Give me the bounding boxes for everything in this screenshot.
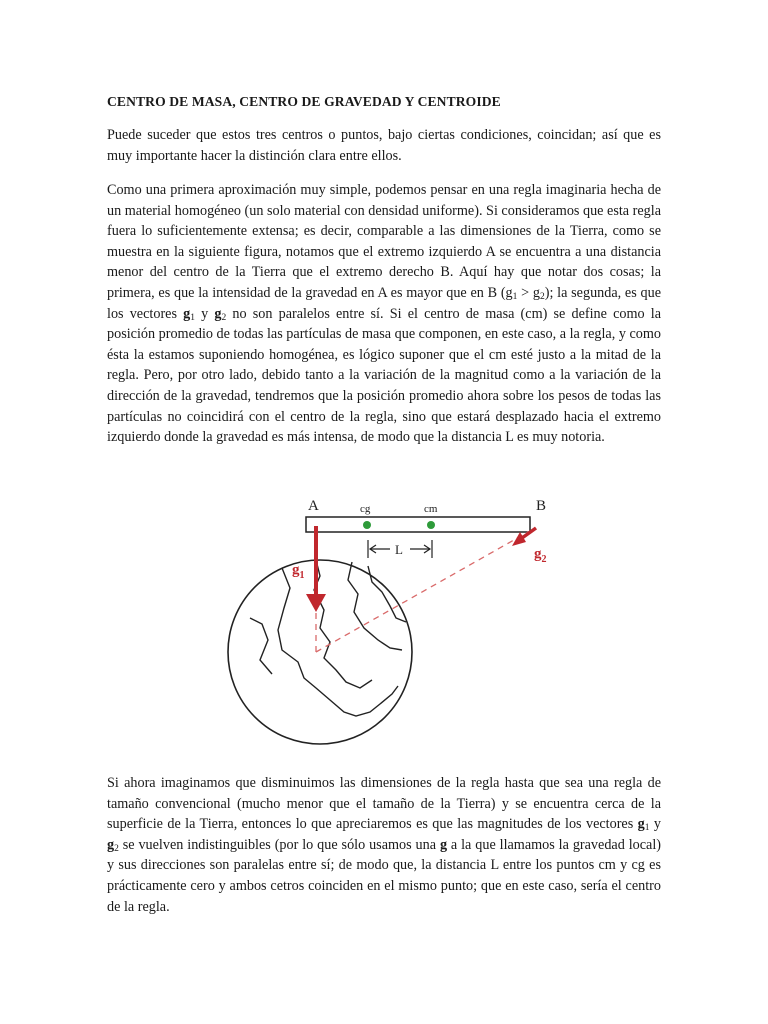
label-g2-letter: g	[534, 546, 542, 562]
label-cm: cm	[424, 503, 438, 515]
subscript: 2	[221, 312, 227, 323]
subscript: 1	[644, 823, 650, 834]
text-run: a la que llamamos la gravedad local) y sus direcciones son paralelas entre sí; de modo que, la distancia L entre los puntos cm y cg es prácticamente cero y ambos cetros coinciden en el mismo punto; que en este caso, sería el centro de la regla.	[107, 836, 662, 915]
paragraph-intro	[107, 125, 661, 166]
label-b: B	[536, 498, 547, 514]
label-l: L	[395, 542, 403, 557]
subscript: 2	[540, 291, 545, 302]
earth-ruler-figure	[220, 490, 560, 770]
subscript: 2	[114, 843, 119, 854]
paragraph-explanation	[107, 180, 661, 448]
ruler	[306, 517, 530, 532]
earth-circle	[228, 560, 412, 744]
continent-outline	[314, 560, 372, 688]
bold-symbol: g	[183, 305, 191, 322]
continent-outline	[250, 618, 272, 674]
text-run: ); la segunda, es que los vectores	[107, 284, 661, 322]
subscript: 1	[512, 291, 518, 302]
label-g1	[292, 562, 305, 581]
cm-point	[427, 521, 435, 529]
label-g1-sub: 1	[299, 570, 305, 581]
label-cg: cg	[360, 503, 371, 515]
paragraph-conclusion	[107, 773, 661, 917]
text-run: no son paralelos entre sí. Si el centro de masa (cm) se define como la posición promedio de todas las partículas de masa que componen, en este caso, a la regla, y como ésta la estamos suponiendo homogénea, es lógico suponer que el cm esté justo a la mitad de la regla. Pero, por otro lado, debido tanto a la variación de la magnitud como a la variación de la dirección de la gravedad, tendremos que la posición promedio ahora sobre los pesos de todas las partículas no coincidirá con el centro de la regla, sino que estará desplazado hacia el extremo izquierdo donde la gravedad es más intensa, de modo que la distancia L es muy notoria.	[107, 305, 662, 446]
continent-outline	[348, 562, 402, 650]
document-title: CENTRO DE MASA, CENTRO DE GRAVEDAD Y CENTROIDE	[107, 94, 501, 109]
bold-symbol: g	[214, 305, 222, 322]
figure-svg	[220, 490, 560, 770]
text-run: se vuelven indistinguibles (por lo que sólo usamos una	[118, 836, 440, 853]
text-run: Si ahora imaginamos que disminuimos las dimensiones de la regla hasta que sea una regla de tamaño convencional (mucho menor que el tamaño de la Tierra) y se encuentra cerca de la superficie de la Tierra, entonces lo que apreciaremos es que las magnitudes de los vectores	[107, 775, 661, 833]
g2-arrowhead	[512, 532, 526, 546]
dashed-line-b	[316, 532, 528, 652]
subscript: 1	[190, 312, 195, 323]
cg-point	[363, 521, 371, 529]
bold-symbol: g	[439, 836, 448, 853]
text-run: y	[195, 305, 215, 322]
label-g1-letter: g	[292, 562, 300, 578]
label-g2-sub: 2	[541, 554, 547, 565]
text-run: Puede suceder que estos tres centros o puntos, bajo ciertas condiciones, coincidan; así que es muy importante hacer la distinción clara entre ellos.	[107, 127, 661, 164]
text-run: y	[649, 816, 662, 833]
bold-symbol: g	[637, 816, 645, 833]
label-a: A	[308, 498, 319, 514]
continent-outline	[368, 566, 406, 622]
text-run: > g	[517, 284, 540, 301]
text-run: Como una primera aproximación muy simple, podemos pensar en una regla imaginaria hecha de un material homogéneo (un solo material con densidad uniforme). Si consideramos que esta regla fuera lo suficientemente extensa; es decir, comparable a las dimensiones de la Tierra, como se muestra en la siguiente figura, notamos que el extremo izquierdo A se encuentra a una distancia menor del centro de la Tierra que el extremo derecho B. Aquí hay que notar dos cosas; la primera, es que la intensidad de la gravedad en A es mayor que en B (g	[107, 182, 661, 301]
bold-symbol: g	[107, 836, 115, 853]
label-g2	[534, 546, 547, 565]
